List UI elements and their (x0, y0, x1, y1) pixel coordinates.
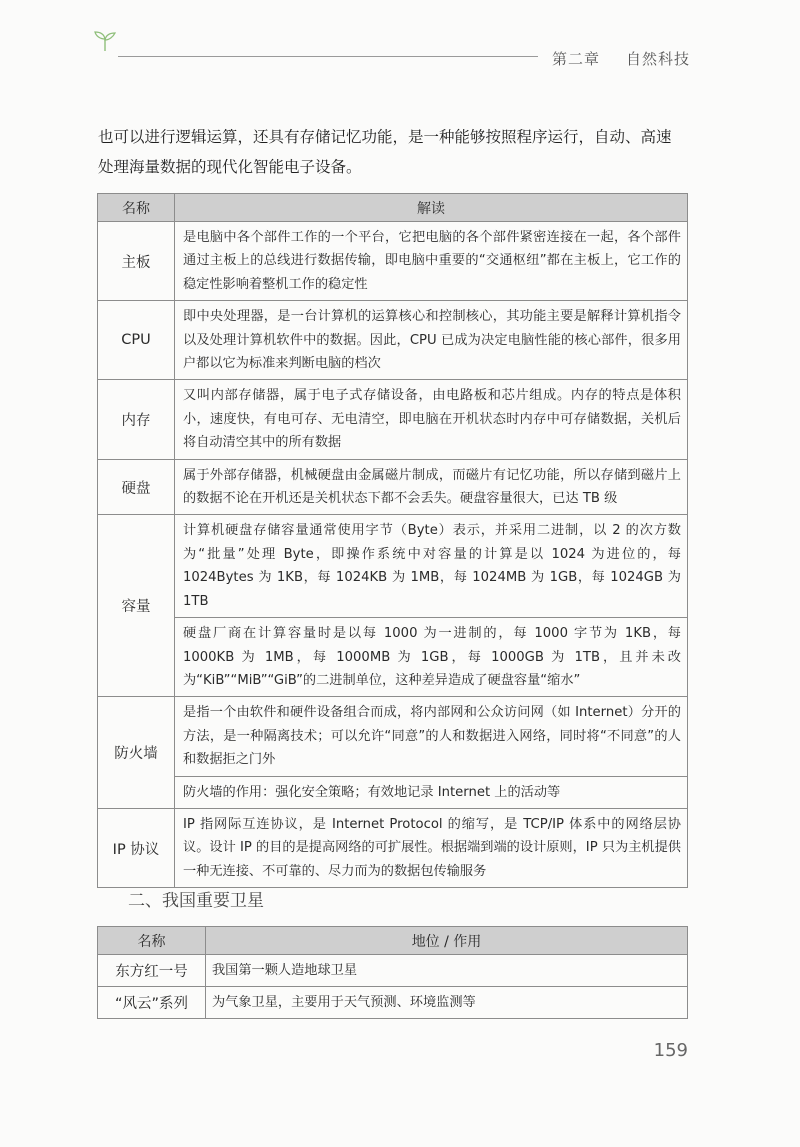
header-name: 名称 (98, 927, 206, 955)
section-heading: 二、我国重要卫星 (128, 891, 264, 911)
chapter-label: 第二章 (551, 50, 600, 68)
header-desc: 地位 / 作用 (206, 927, 688, 955)
table-row (98, 515, 688, 618)
chapter-title: 自然科技 (625, 50, 690, 68)
term-name: 主板 (98, 222, 175, 301)
term-desc: 是指一个由软件和硬件设备组合而成，将内部网和公众访问网（如 Internet）分开的方法，是一种隔离技术；可以允许“同意”的人和数据进入网络，同时将“不同意”的人和数据拒之门外 (175, 697, 688, 776)
sprout-icon (92, 30, 118, 52)
table-row (98, 808, 688, 887)
table-row (98, 222, 688, 301)
table-row (98, 301, 688, 380)
table-header-row (98, 194, 688, 222)
table-row (98, 459, 688, 515)
term-desc: 硬盘厂商在计算容量时是以每 1000 为一进制的，每 1000 字节为 1KB，每 1000KB 为 1MB，每 1000MB 为 1GB，每 1000GB 为 1TB，且并未改为“KiB”“MiB”“GiB”的二进制单位，这种差异造成了硬盘容量“缩水” (175, 618, 688, 697)
term-desc: 又叫内部存储器，属于电子式存储设备，由电路板和芯片组成。内存的特点是体积小，速度快，有电可存、无电清空，即电脑在开机状态时内存中可存储数据，关机后将自动清空其中的所有数据 (175, 380, 688, 459)
satellite-desc: 我国第一颗人造地球卫星 (206, 955, 688, 987)
satellite-name: “风云”系列 (98, 987, 206, 1019)
intro-line: 处理海量数据的现代化智能电子设备。 (98, 158, 362, 176)
header-desc: 解读 (175, 194, 688, 222)
satellite-desc: 为气象卫星，主要用于天气预测、环境监测等 (206, 987, 688, 1019)
page-number: 159 (653, 1040, 688, 1061)
term-name: 防火墙 (98, 697, 175, 809)
satellite-table (97, 926, 688, 1019)
term-name: 硬盘 (98, 459, 175, 515)
table-row (98, 955, 688, 987)
table-row (98, 618, 688, 697)
term-desc: 计算机硬盘存储容量通常使用字节（Byte）表示，并采用二进制，以 2 的次方数为“批量”处理 Byte，即操作系统中对容量的计算是以 1024 为进位的，每 1024Bytes 为 1KB，每 1024KB 为 1MB，每 1024MB 为 1GB，每 1024GB 为 1TB (175, 515, 688, 618)
table-row (98, 987, 688, 1019)
term-desc: 防火墙的作用：强化安全策略；有效地记录 Internet 上的活动等 (175, 776, 688, 808)
header-rule (118, 56, 538, 57)
term-desc: 即中央处理器，是一台计算机的运算核心和控制核心，其功能主要是解释计算机指令以及处理计算机软件中的数据。因此，CPU 已成为决定电脑性能的核心部件，很多用户都以它为标准来判断电脑的档次 (175, 301, 688, 380)
term-desc: 属于外部存储器，机械硬盘由金属磁片制成，而磁片有记忆功能，所以存储到磁片上的数据不论在开机还是关机状态下都不会丢失。硬盘容量很大，已达 TB 级 (175, 459, 688, 515)
header-name: 名称 (98, 194, 175, 222)
term-name: 容量 (98, 515, 175, 697)
table-row (98, 380, 688, 459)
computer-terms-table (97, 193, 688, 888)
chapter-header (552, 48, 690, 69)
term-name: IP 协议 (98, 808, 175, 887)
table-header-row (98, 927, 688, 955)
term-name: 内存 (98, 380, 175, 459)
satellite-name: 东方红一号 (98, 955, 206, 987)
table-row (98, 697, 688, 776)
intro-line: 也可以进行逻辑运算，还具有存储记忆功能，是一种能够按照程序运行，自动、高速 (98, 128, 672, 146)
intro-paragraph (98, 122, 698, 182)
term-name: CPU (98, 301, 175, 380)
term-desc: 是电脑中各个部件工作的一个平台，它把电脑的各个部件紧密连接在一起，各个部件通过主板上的总线进行数据传输，即电脑中重要的“交通枢纽”都在主板上，它工作的稳定性影响着整机工作的稳定性 (175, 222, 688, 301)
term-desc: IP 指网际互连协议，是 Internet Protocol 的缩写，是 TCP/IP 体系中的网络层协议。设计 IP 的目的是提高网络的可扩展性。根据端到端的设计原则，IP 只为主机提供一种无连接、不可靠的、尽力而为的数据包传输服务 (175, 808, 688, 887)
table-row (98, 776, 688, 808)
